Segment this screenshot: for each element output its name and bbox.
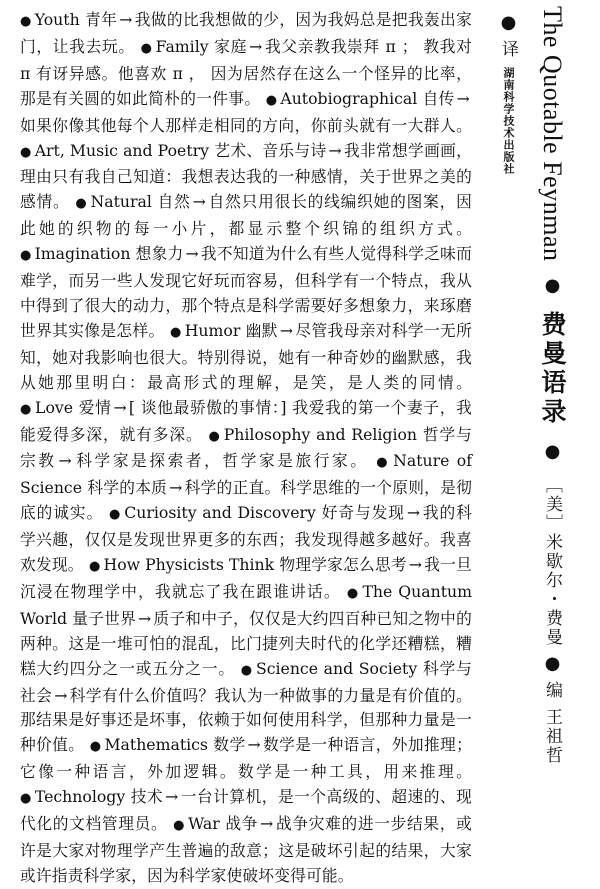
quote-text: 如果你像其他每个人那样走相同的方向，你前头就有一大群人。 (20, 115, 472, 135)
section-title-english: Technology (34, 787, 126, 807)
bullet-icon: ● (20, 144, 32, 160)
arrow-icon: → (138, 608, 152, 628)
quote-text: 战争灾难的进一步结果，或许是大家对物理学产生普遍的敌意；这是破坏引起的结果，大家或许指责科学家，因为科学家使破坏变得可能。 (20, 814, 473, 885)
section-title-chinese: 家庭 (214, 36, 248, 56)
arrow-icon: → (328, 140, 342, 160)
bullet-icon: ● (20, 791, 32, 807)
spine-bullet-icon: ● (542, 440, 563, 463)
section-title-chinese: 想象力 (135, 244, 184, 264)
section-title-english: Youth (34, 10, 80, 29)
quote-text: 我一旦沉浸在物理学中，我就忘了我在跟谁讲话。 (20, 555, 472, 601)
bullet-icon: ● (88, 559, 101, 575)
bullet-icon: ● (173, 818, 186, 834)
section-title-chinese: 好奇与发现 (321, 503, 405, 523)
quote-text: 我不知道为什么有些人觉得科学乏味而难学，而另一些人发现它好玩而容易，但科学有一个特点，我从中得到了很大的动力，那个特点是科学需要好多想象力，来琢磨世界其实像是怎样。 (20, 244, 472, 340)
quote-text: 我非常想学画画，理由只有我自己知道：我想表达我的一种感情，关于世界之美的感情。 (20, 140, 473, 212)
arrow-icon: → (119, 10, 133, 29)
section-title-english: Mathematics (104, 735, 208, 755)
spine-author: ［美］米歇尔・费曼 (542, 476, 562, 648)
quote-text: 数学是一种语言，外加推理；它像一种语言，外加逻辑。数学是一种工具，用来推理。 (20, 735, 473, 782)
spine-role-translator: 译 (498, 40, 518, 59)
bullet-icon: ● (265, 92, 278, 108)
arrow-icon: → (113, 397, 127, 417)
spine-title-english: The Quotable Feynman (538, 6, 567, 262)
arrow-icon: → (169, 478, 183, 498)
bullet-icon: ● (20, 401, 33, 417)
arrow-icon: → (54, 685, 68, 705)
quote-text: 科学有什么价值吗？我认为一种做事的力量是有价值的。那结果是好事还是坏事，依赖于如何使用科学，但那种力量是一种价值。 (20, 685, 473, 755)
section-title-english: Imagination (34, 244, 131, 264)
spine-role-editor: 编 (542, 681, 562, 701)
arrow-icon: → (247, 735, 261, 755)
section-title-chinese: 爱情 (78, 397, 112, 417)
section-title-chinese: 幽默 (245, 320, 278, 340)
bullet-icon: ● (140, 40, 153, 56)
quote-text: 科学的正直。科学思维的一个原则，是彻底的诚实。 (20, 478, 473, 523)
quote-text: 我父亲教我崇拜 π ； 教我对 π 有讶异感。他喜欢 π ， 因为居然存在这么一个怪异的比率，那是有关圆的如此简朴的一件事。 (20, 36, 473, 108)
section-title-chinese: 科学的本质 (87, 478, 168, 498)
section-title-english: Family (155, 36, 209, 56)
quote-text: 我做的比我想做的少，因为我妈总是把我轰出家门，让我去玩。 (20, 10, 473, 56)
bullet-icon: ● (20, 14, 32, 29)
book-spine (498, 6, 574, 784)
section-title-english: War (188, 814, 220, 834)
arrow-icon: → (408, 555, 423, 575)
bullet-icon: ● (170, 324, 182, 340)
arrow-icon: → (165, 787, 179, 807)
section-title-chinese: 量子世界 (72, 608, 137, 628)
section-title-english: Humor (184, 320, 241, 340)
arrow-icon: → (58, 451, 72, 471)
quotes-body (20, 8, 473, 885)
section-title-english: Philosophy and Religion (223, 424, 418, 444)
section-title-chinese: 自然 (157, 192, 191, 212)
arrow-icon: → (192, 192, 207, 212)
bullet-icon: ● (376, 455, 391, 471)
bullet-icon: ● (240, 662, 253, 678)
bullet-icon: ● (108, 507, 122, 523)
spine-translator: 王祖哲 (542, 707, 562, 765)
arrow-icon: → (260, 814, 274, 834)
section-title-english: The Quantum World (20, 581, 473, 628)
section-title-chinese: 科学与社会 (20, 658, 473, 705)
arrow-icon: → (249, 36, 263, 56)
section-title-chinese: 自传 (422, 88, 455, 108)
quote-text: 质子和中子，仅仅是大约四百种已知之物中的两种。这是一堆可怕的混乱，比门捷列夫时代的化学还糟糕，糟糕大约四分之一或五分之一。 (20, 608, 473, 678)
section-title-english: Natural (90, 192, 152, 212)
bullet-icon: ● (89, 739, 102, 755)
section-title-chinese: 技术 (130, 787, 164, 807)
section-title-chinese: 战争 (225, 814, 259, 834)
arrow-icon: → (279, 320, 294, 340)
section-title-chinese: 青年 (85, 10, 118, 29)
section-title-chinese: 数学 (213, 735, 246, 755)
arrow-icon: → (185, 244, 199, 264)
section-title-english: Love (35, 397, 74, 417)
quote-text: 我的科学兴趣，仅仅是发现世界更多的东西；我发现得越多越好。我喜欢发现。 (20, 503, 473, 575)
spine-bullet-icon: ● (542, 653, 563, 676)
spine-title-chinese: 费曼语录 (538, 310, 567, 427)
bullet-icon: ● (208, 428, 221, 444)
section-title-chinese: 艺术、音乐与诗 (214, 140, 327, 160)
arrow-icon: → (406, 503, 421, 523)
section-title-english: Autobiographical (280, 88, 418, 108)
section-title-english: Curiosity and Discovery (124, 503, 316, 523)
spine-publisher: 湖南科学技术出版社 (502, 66, 515, 175)
quote-text: 科学家是探索者，哲学家是旅行家。 (73, 451, 369, 471)
spine-bullet-icon: ● (542, 275, 563, 298)
bullet-icon: ● (20, 248, 32, 264)
quote-text: 尽管我母亲对科学一无所知，她对我影响也很大。特别得说，她有一种奇妙的幽默感，我从她那里明白：最高形式的理解，是笑，是人类的同情。 (20, 320, 473, 392)
section-title-english: Science and Society (255, 658, 418, 678)
quote-text: [ 谈他最骄傲的事情：] 我爱我的第一个妻子，我能爱得多深，就有多深。 (20, 397, 472, 444)
section-title-chinese: 物理学家怎么思考 (279, 555, 407, 575)
section-title-english: How Physicists Think (103, 555, 275, 575)
quote-section (20, 192, 472, 238)
bullet-icon: ● (75, 196, 88, 212)
section-title-english: Nature of Science (20, 451, 473, 498)
section-title-english: Art, Music and Poetry (34, 140, 209, 160)
arrow-icon: → (456, 88, 471, 108)
bullet-icon: ● (346, 585, 360, 601)
section-title-chinese: 哲学与宗教 (20, 424, 473, 471)
quote-text: 一台计算机，是一个高级的、超速的、现代化的文档管理员。 (20, 787, 473, 834)
spine-bullet-icon: ● (498, 12, 519, 34)
quote-text: 自然只用很长的线编织她的图案，因此她的织物的每一小片，都显示整个织锦的组织方式。 (20, 192, 473, 239)
